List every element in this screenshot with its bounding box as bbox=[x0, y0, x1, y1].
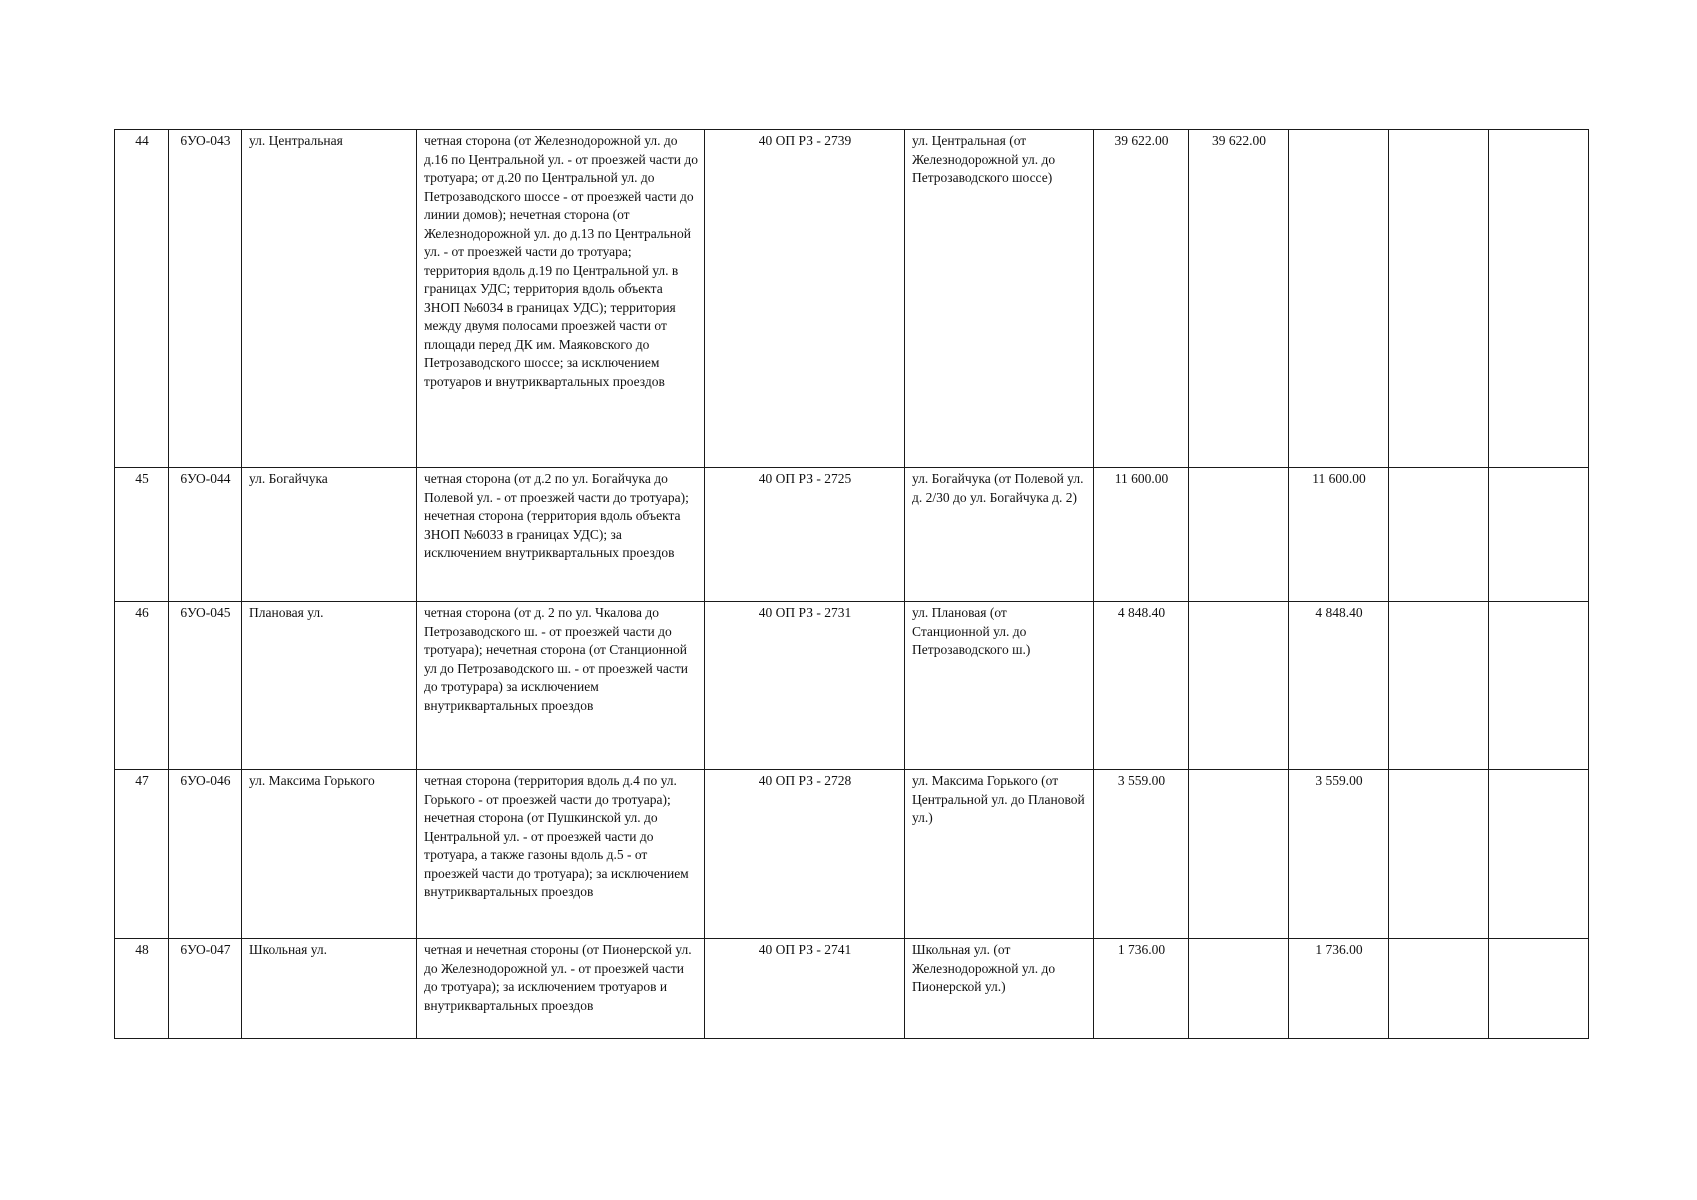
street-name-cell: ул. Богайчука bbox=[242, 468, 417, 602]
road-section-cell: Школьная ул. (от Железнодорожной ул. до Пионерской ул.) bbox=[905, 939, 1094, 1039]
empty-cell bbox=[1389, 939, 1489, 1039]
area-total-cell: 4 848.40 bbox=[1094, 602, 1189, 770]
area-b-cell: 4 848.40 bbox=[1289, 602, 1389, 770]
row-number-cell: 46 bbox=[115, 602, 169, 770]
empty-cell bbox=[1489, 468, 1589, 602]
object-code-cell: 6УО-043 bbox=[169, 130, 242, 468]
road-id-cell: 40 ОП РЗ - 2725 bbox=[705, 468, 905, 602]
empty-cell bbox=[1489, 602, 1589, 770]
road-id-cell: 40 ОП РЗ - 2731 bbox=[705, 602, 905, 770]
row-number-cell: 45 bbox=[115, 468, 169, 602]
area-a-cell bbox=[1189, 468, 1289, 602]
area-a-cell bbox=[1189, 602, 1289, 770]
empty-cell bbox=[1389, 130, 1489, 468]
area-a-cell bbox=[1189, 939, 1289, 1039]
road-section-cell: ул. Максима Горького (от Центральной ул. до Плановой ул.) bbox=[905, 770, 1094, 939]
road-section-cell: ул. Центральная (от Железнодорожной ул. до Петрозаводского шоссе) bbox=[905, 130, 1094, 468]
street-name-cell: ул. Максима Горького bbox=[242, 770, 417, 939]
table-body bbox=[115, 130, 1589, 1039]
street-name-cell: ул. Центральная bbox=[242, 130, 417, 468]
road-section-cell: ул. Плановая (от Станционной ул. до Петрозаводского ш.) bbox=[905, 602, 1094, 770]
table-row bbox=[115, 770, 1589, 939]
description-cell: четная и нечетная стороны (от Пионерской ул. до Железнодорожной ул. - от проезжей части до тротуара); за исключением тротуаров и внутриквартальных проездов bbox=[417, 939, 705, 1039]
road-section-cell: ул. Богайчука (от Полевой ул. д. 2/30 до ул. Богайчука д. 2) bbox=[905, 468, 1094, 602]
road-id-cell: 40 ОП РЗ - 2739 bbox=[705, 130, 905, 468]
area-total-cell: 1 736.00 bbox=[1094, 939, 1189, 1039]
data-table bbox=[114, 129, 1589, 1039]
street-name-cell: Плановая ул. bbox=[242, 602, 417, 770]
table-row bbox=[115, 468, 1589, 602]
description-cell: четная сторона (от Железнодорожной ул. до д.16 по Центральной ул. - от проезжей части до тротуара; от д.20 по Центральной ул. до Петрозаводского шоссе - от проезжей части до линии домов); нечетная сторона (от Железнодорожной ул. до д.13 по Центральной ул. - от проезжей части до тротуара; территория вдоль д.19 по Центральной ул. в границах УДС; территория вдоль объекта ЗНОП №6034 в границах УДС); территория между двумя полосами проезжей части от площади перед ДК им. Маяковского до Петрозаводского шоссе; за исключением тротуаров и внутриквартальных проездов bbox=[417, 130, 705, 468]
empty-cell bbox=[1389, 468, 1489, 602]
road-id-cell: 40 ОП РЗ - 2728 bbox=[705, 770, 905, 939]
empty-cell bbox=[1389, 770, 1489, 939]
road-id-cell: 40 ОП РЗ - 2741 bbox=[705, 939, 905, 1039]
area-a-cell: 39 622.00 bbox=[1189, 130, 1289, 468]
empty-cell bbox=[1489, 130, 1589, 468]
object-code-cell: 6УО-044 bbox=[169, 468, 242, 602]
object-code-cell: 6УО-045 bbox=[169, 602, 242, 770]
object-code-cell: 6УО-046 bbox=[169, 770, 242, 939]
area-a-cell bbox=[1189, 770, 1289, 939]
table-row bbox=[115, 939, 1589, 1039]
description-cell: четная сторона (территория вдоль д.4 по ул. Горького - от проезжей части до тротуара); нечетная сторона (от Пушкинской ул. до Центральной ул. - от проезжей части до тротуара, а также газоны вдоль д.5 - от проезжей части до тротуара); за исключением внутриквартальных проездов bbox=[417, 770, 705, 939]
area-total-cell: 39 622.00 bbox=[1094, 130, 1189, 468]
empty-cell bbox=[1489, 770, 1589, 939]
row-number-cell: 47 bbox=[115, 770, 169, 939]
area-b-cell bbox=[1289, 130, 1389, 468]
description-cell: четная сторона (от д.2 по ул. Богайчука до Полевой ул. - от проезжей части до тротуара); нечетная сторона (территория вдоль объекта ЗНОП №6033 в границах УДС); за исключением внутриквартальных проездов bbox=[417, 468, 705, 602]
empty-cell bbox=[1489, 939, 1589, 1039]
row-number-cell: 44 bbox=[115, 130, 169, 468]
table-row bbox=[115, 130, 1589, 468]
description-cell: четная сторона (от д. 2 по ул. Чкалова до Петрозаводского ш. - от проезжей части до тротуара); нечетная сторона (от Станционной ул до Петрозаводского ш. - от проезжей части до тротурара) за исключением внутриквартальных проездов bbox=[417, 602, 705, 770]
area-b-cell: 1 736.00 bbox=[1289, 939, 1389, 1039]
area-total-cell: 3 559.00 bbox=[1094, 770, 1189, 939]
row-number-cell: 48 bbox=[115, 939, 169, 1039]
area-b-cell: 3 559.00 bbox=[1289, 770, 1389, 939]
area-b-cell: 11 600.00 bbox=[1289, 468, 1389, 602]
table-row bbox=[115, 602, 1589, 770]
empty-cell bbox=[1389, 602, 1489, 770]
area-total-cell: 11 600.00 bbox=[1094, 468, 1189, 602]
street-name-cell: Школьная ул. bbox=[242, 939, 417, 1039]
object-code-cell: 6УО-047 bbox=[169, 939, 242, 1039]
